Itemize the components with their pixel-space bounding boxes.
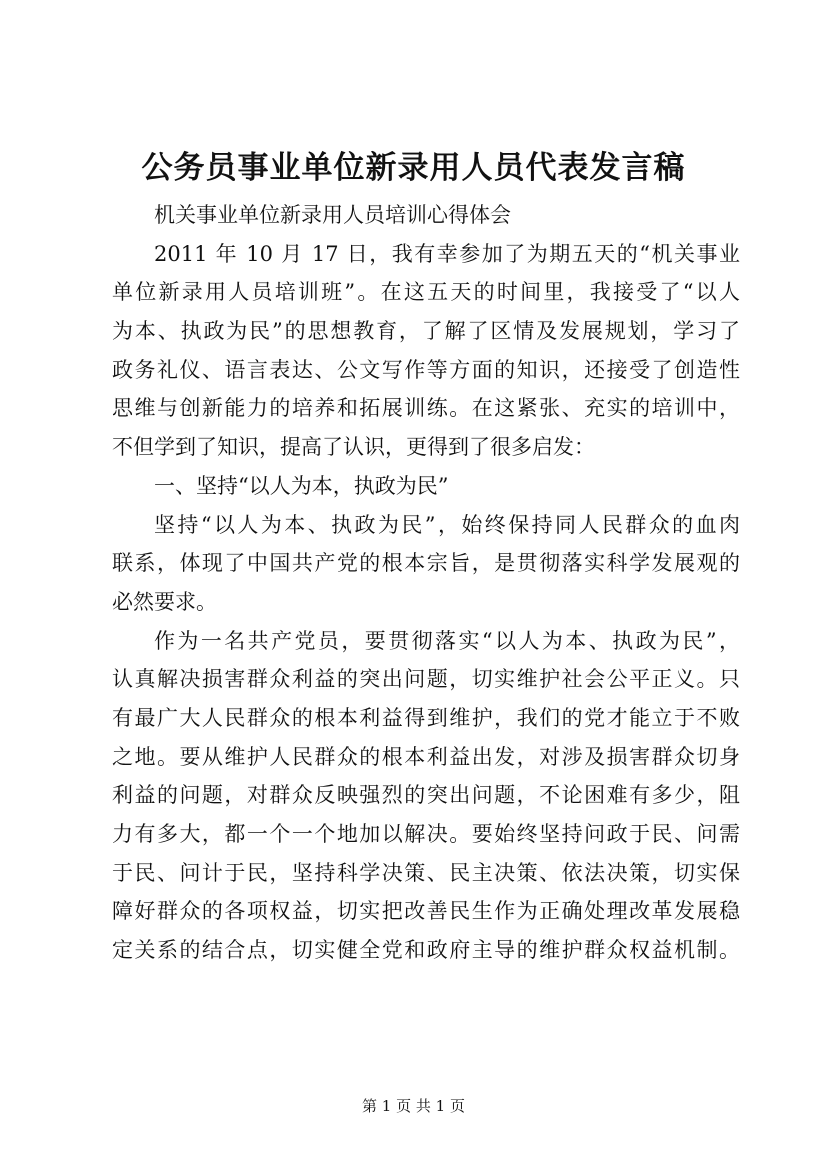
paragraph-line: 力有多大，都一个一个地加以解决。要始终坚持问政于民、问需: [112, 822, 740, 846]
paragraph-line: 于民、问计于民，坚持科学决策、民主决策、依法决策，切实保: [112, 860, 740, 885]
page-number-footer: 第 1 页 共 1 页: [362, 1097, 465, 1115]
document-body: [112, 196, 740, 970]
paragraph-line: 定关系的结合点，切实健全党和政府主导的维护群众权益机制。: [112, 938, 740, 963]
paragraph-line: 思维与创新能力的培养和拓展训练。在这紧张、充实的培训中，: [112, 396, 740, 421]
paragraph-line: 认真解决损害群众利益的突出问题，切实维护社会公平正义。只: [112, 667, 740, 692]
paragraph-line: 单位新录用人员培训班”。在这五天的时间里，我接受了“以人: [112, 280, 740, 305]
paragraph-line: 作为一名共产党员，要贯彻落实“以人为本、执政为民”，: [154, 628, 740, 653]
paragraph-line: 利益的问题，对群众反映强烈的突出问题，不论困难有多少，阻: [112, 783, 740, 808]
paragraph-line: 联系，体现了中国共产党的根本宗旨，是贯彻落实科学发展观的: [112, 551, 740, 576]
paragraph-line: 之地。要从维护人民群众的根本利益出发，对涉及损害群众切身: [112, 744, 740, 769]
paragraph-line: 不但学到了知识，提高了认识，更得到了很多启发：: [112, 435, 595, 460]
document-title: 公务员事业单位新录用人员代表发言稿: [141, 150, 686, 186]
paragraph-line: 为本、执政为民”的思想教育，了解了区情及发展规划，学习了: [112, 319, 740, 344]
paragraph-line: 政务礼仪、语言表达、公文写作等方面的知识，还接受了创造性: [112, 357, 740, 382]
paragraph-line: 有最广大人民群众的根本利益得到维护，我们的党才能立于不败: [112, 705, 740, 730]
paragraph-line: 2011 年 10 月 17 日，我有幸参加了为期五天的“机关事业: [154, 241, 740, 266]
paragraph-line: 坚持“以人为本、执政为民”，始终保持同人民群众的血肉: [154, 512, 740, 537]
section-heading: 一、坚持“以人为本，执政为民”: [154, 473, 449, 498]
paragraph-line: 障好群众的各项权益，切实把改善民生作为正确处理改革发展稳: [112, 899, 740, 924]
paragraph-line: 必然要求。: [112, 589, 217, 614]
subtitle-line: 机关事业单位新录用人员培训心得体会: [154, 203, 511, 227]
